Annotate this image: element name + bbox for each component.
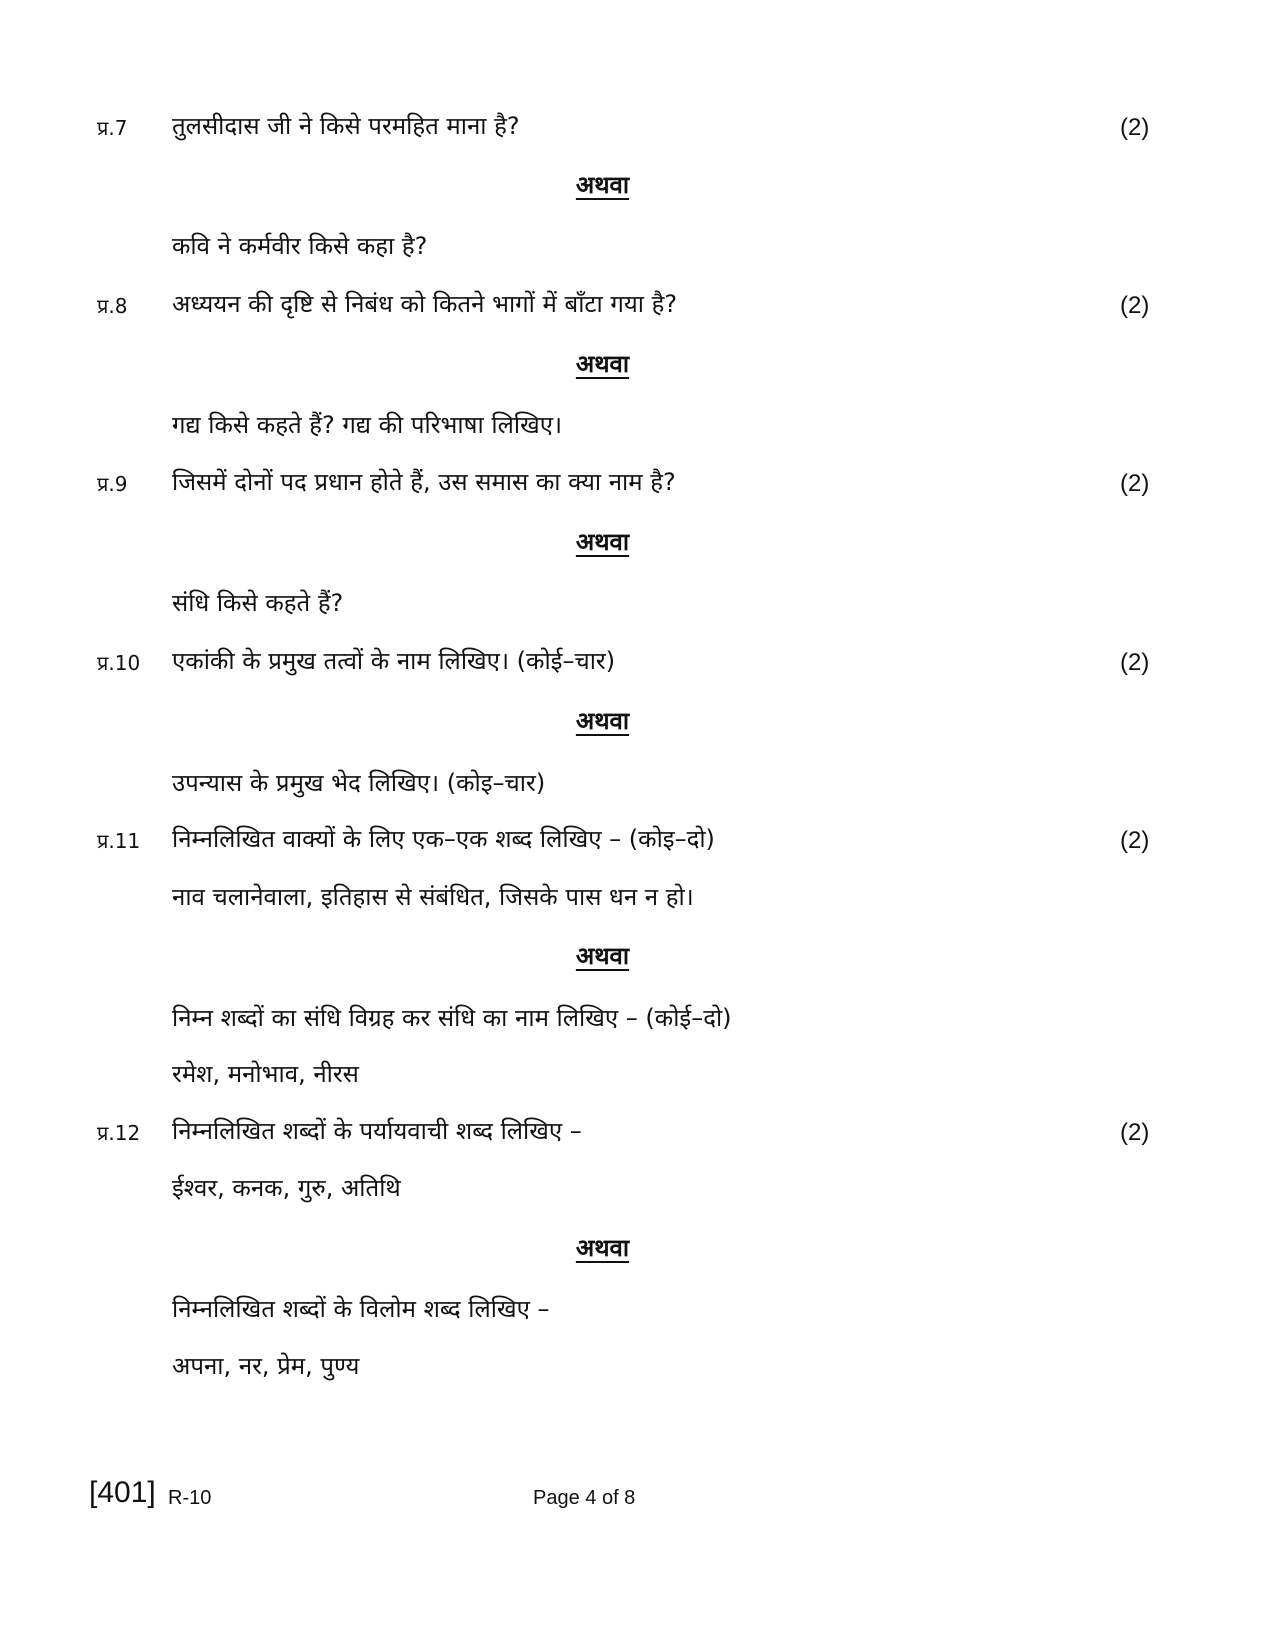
question-marks: (2) [1120,292,1150,319]
question-text: निम्नलिखित शब्दों के पर्यायवाची शब्द लिखिए – [172,1117,582,1145]
page-number: Page 4 of 8 [533,1487,636,1509]
question-number: प्र.12 [97,1121,141,1145]
question-number: प्र.10 [97,651,141,675]
or-heading: अथवा [575,350,630,378]
or-heading: अथवा [575,171,630,199]
or-heading: अथवा [575,942,630,970]
question-number: प्र.9 [97,472,128,496]
alternative-question: निम्न शब्दों का संधि विग्रह कर संधि का नाम लिखिए – (कोई–दो) [172,1004,732,1032]
question-marks: (2) [1120,827,1150,854]
question-text: एकांकी के प्रमुख तत्वों के नाम लिखिए। (कोई–चार) [172,647,616,675]
alternative-question: संधि किसे कहते हैं? [172,589,344,617]
or-heading: अथवा [575,528,630,556]
question-marks: (2) [1120,649,1150,676]
or-heading: अथवा [575,707,630,735]
alternative-question: निम्नलिखित शब्दों के विलोम शब्द लिखिए – [172,1295,550,1323]
alternative-question: उपन्यास के प्रमुख भेद लिखिए। (कोइ–चार) [172,769,546,797]
question-number: प्र.11 [97,829,141,853]
alternative-subtext: अपना, नर, प्रेम, पुण्य [172,1352,360,1380]
question-text: निम्नलिखित वाक्यों के लिए एक–एक शब्द लिखिए – (कोइ–दो) [172,825,715,853]
alternative-subtext: रमेश, मनोभाव, नीरस [172,1060,359,1088]
question-marks: (2) [1120,470,1150,497]
question-text: जिसमें दोनों पद प्रधान होते हैं, उस समास का क्या नाम है? [172,468,676,496]
alternative-question: कवि ने कर्मवीर किसे कहा है? [172,232,428,260]
question-text: अध्ययन की दृष्टि से निबंध को कितने भागों में बाँटा गया है? [172,290,678,318]
or-heading: अथवा [575,1234,630,1262]
question-number: प्र.8 [97,294,128,318]
question-subtext: ईश्वर, कनक, गुरु, अतिथि [172,1174,401,1202]
question-marks: (2) [1120,1119,1150,1146]
question-text: तुलसीदास जी ने किसे परमहित माना है? [172,112,520,140]
question-marks: (2) [1120,114,1150,141]
question-subtext: नाव चलानेवाला, इतिहास से संबंधित, जिसके पास धन न हो। [172,883,694,911]
paper-code: [401] [89,1476,156,1509]
alternative-question: गद्य किसे कहते हैं? गद्य की परिभाषा लिखिए। [172,411,563,439]
paper-series: R-10 [168,1487,212,1509]
question-number: प्र.7 [97,116,128,140]
